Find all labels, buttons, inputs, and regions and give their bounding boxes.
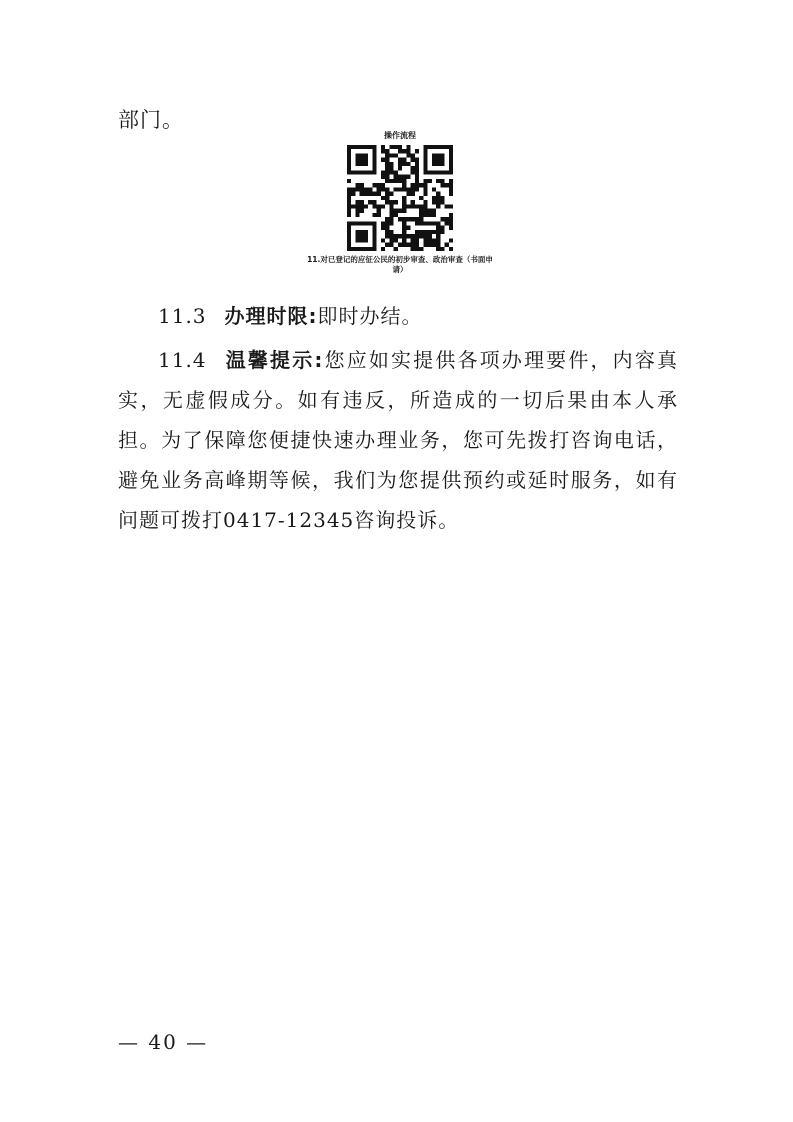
continued-text: 部门。 xyxy=(118,108,184,132)
item-number: 11.3 xyxy=(158,304,207,328)
qr-caption-top: 操作流程 xyxy=(384,131,416,140)
qr-code-icon xyxy=(347,145,453,251)
item-11-4 xyxy=(118,340,678,540)
item-label: 温馨提示: xyxy=(224,348,324,372)
qr-caption-bottom: 11.对已登记的应征公民的初步审查、政治审查（书面申请） xyxy=(307,255,493,274)
page-number: — 40 — xyxy=(118,1030,209,1054)
item-number: 11.4 xyxy=(158,348,207,372)
qr-code-block xyxy=(300,130,500,275)
item-label: 办理时限: xyxy=(224,304,318,328)
item-11-3 xyxy=(118,296,678,336)
item-text: 您应如实提供各项办理要件，内容真实，无虚假成分。如有违反，所造成的一切后果由本人承担。为了保障您便捷快速办理业务，您可先拨打咨询电话，避免业务高峰期等候，我们为您提供预约或延时服务，如有问题可拨打0417-12345咨询投诉。 xyxy=(118,348,679,532)
item-text: 即时办结。 xyxy=(317,304,423,328)
